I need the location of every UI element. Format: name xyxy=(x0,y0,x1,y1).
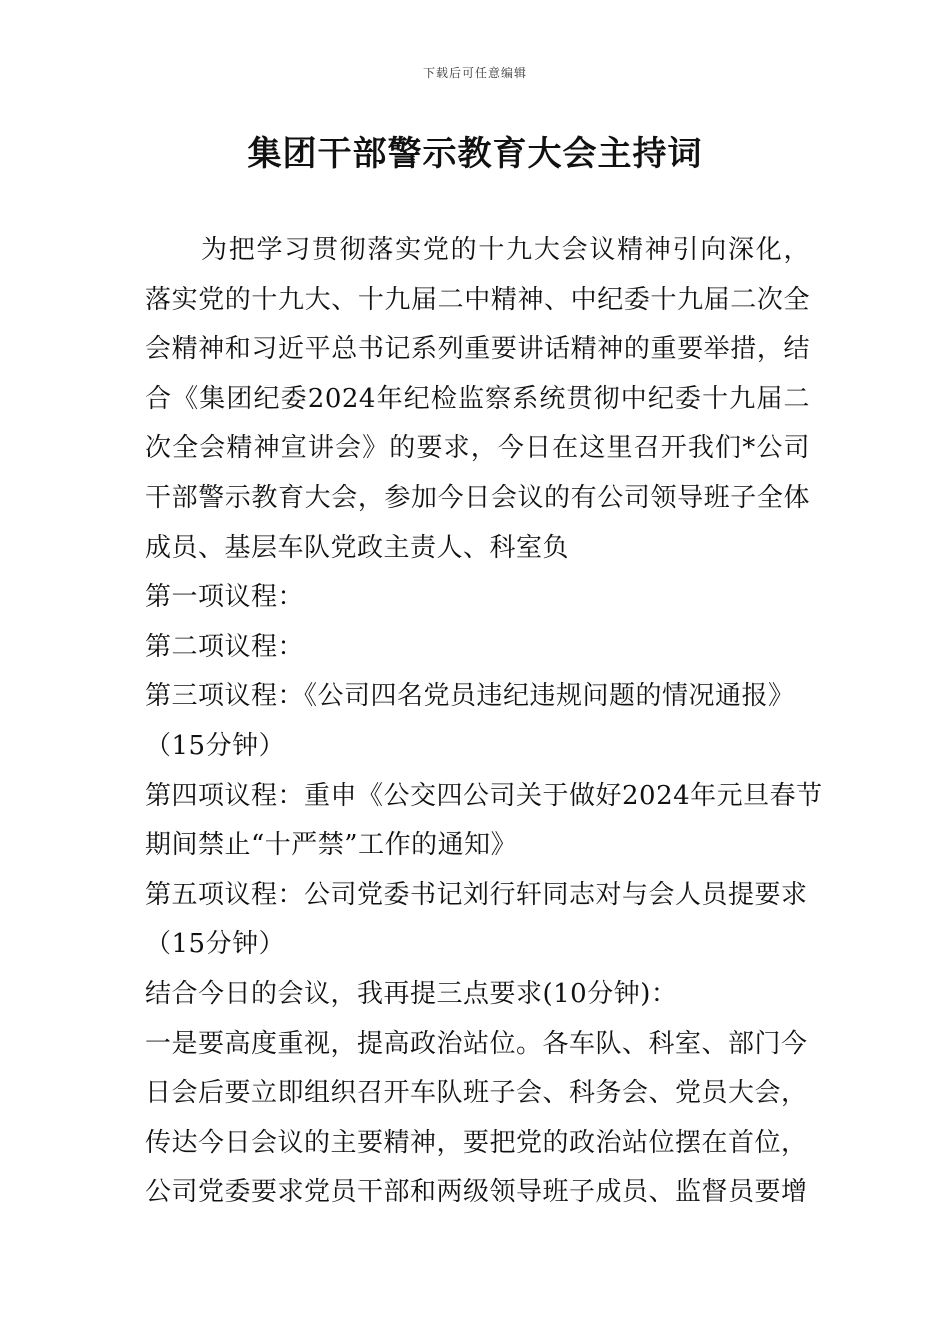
agenda-item-5-time: （15分钟） xyxy=(145,929,286,960)
agenda-item-4-line-2: 期间禁止“十严禁”工作的通知》 xyxy=(145,830,518,861)
point-1-line-4: 公司党委要求党员干部和两级领导班子成员、监督员要增 xyxy=(145,1177,808,1208)
agenda-item-2: 第二项议程： xyxy=(145,631,305,662)
document-title: 集团干部警示教育大会主持词 xyxy=(247,134,703,174)
point-1-line-2: 日会后要立即组织召开车队班子会、科务会、党员大会， xyxy=(145,1078,808,1109)
point-1-line-1: 一是要高度重视，提高政治站位。各车队、科室、部门今 xyxy=(145,1028,808,1059)
agenda-item-5: 第五项议程：公司党委书记刘行轩同志对与会人员提要求 xyxy=(145,879,808,910)
agenda-item-3: 第三项议程：《公司四名党员违纪违规问题的情况通报》 xyxy=(145,681,795,712)
header-note: 下载后可任意编辑 xyxy=(422,66,527,80)
intro-paragraph: 为把学习贯彻落实党的十九大会议精神引向深化，落实党的十九大、十九届二中精神、中纪委十九届二次全会精神和习近平总书记系列重要讲话精神的重要举措，结合《集团纪委2024年纪检监察系统贯彻中纪委十九届二次全会精神宣讲会》的要求，今日在这里召开我们*公司干部警示教育大会，参加今日会议的有公司领导班子全体成员、基层车队党政主责人、科室负 xyxy=(145,235,810,563)
agenda-item-3-time: （15分钟） xyxy=(145,730,286,761)
closing-lead: 结合今日的会议，我再提三点要求(10分钟)： xyxy=(145,978,678,1009)
agenda-item-1: 第一项议程： xyxy=(145,582,305,613)
point-1-line-3: 传达今日会议的主要精神，要把党的政治站位摆在首位， xyxy=(145,1127,808,1158)
agenda-item-4-line-1: 第四项议程：重申《公交四公司关于做好2024年元旦春节 xyxy=(145,780,823,811)
document-body xyxy=(145,226,823,1218)
